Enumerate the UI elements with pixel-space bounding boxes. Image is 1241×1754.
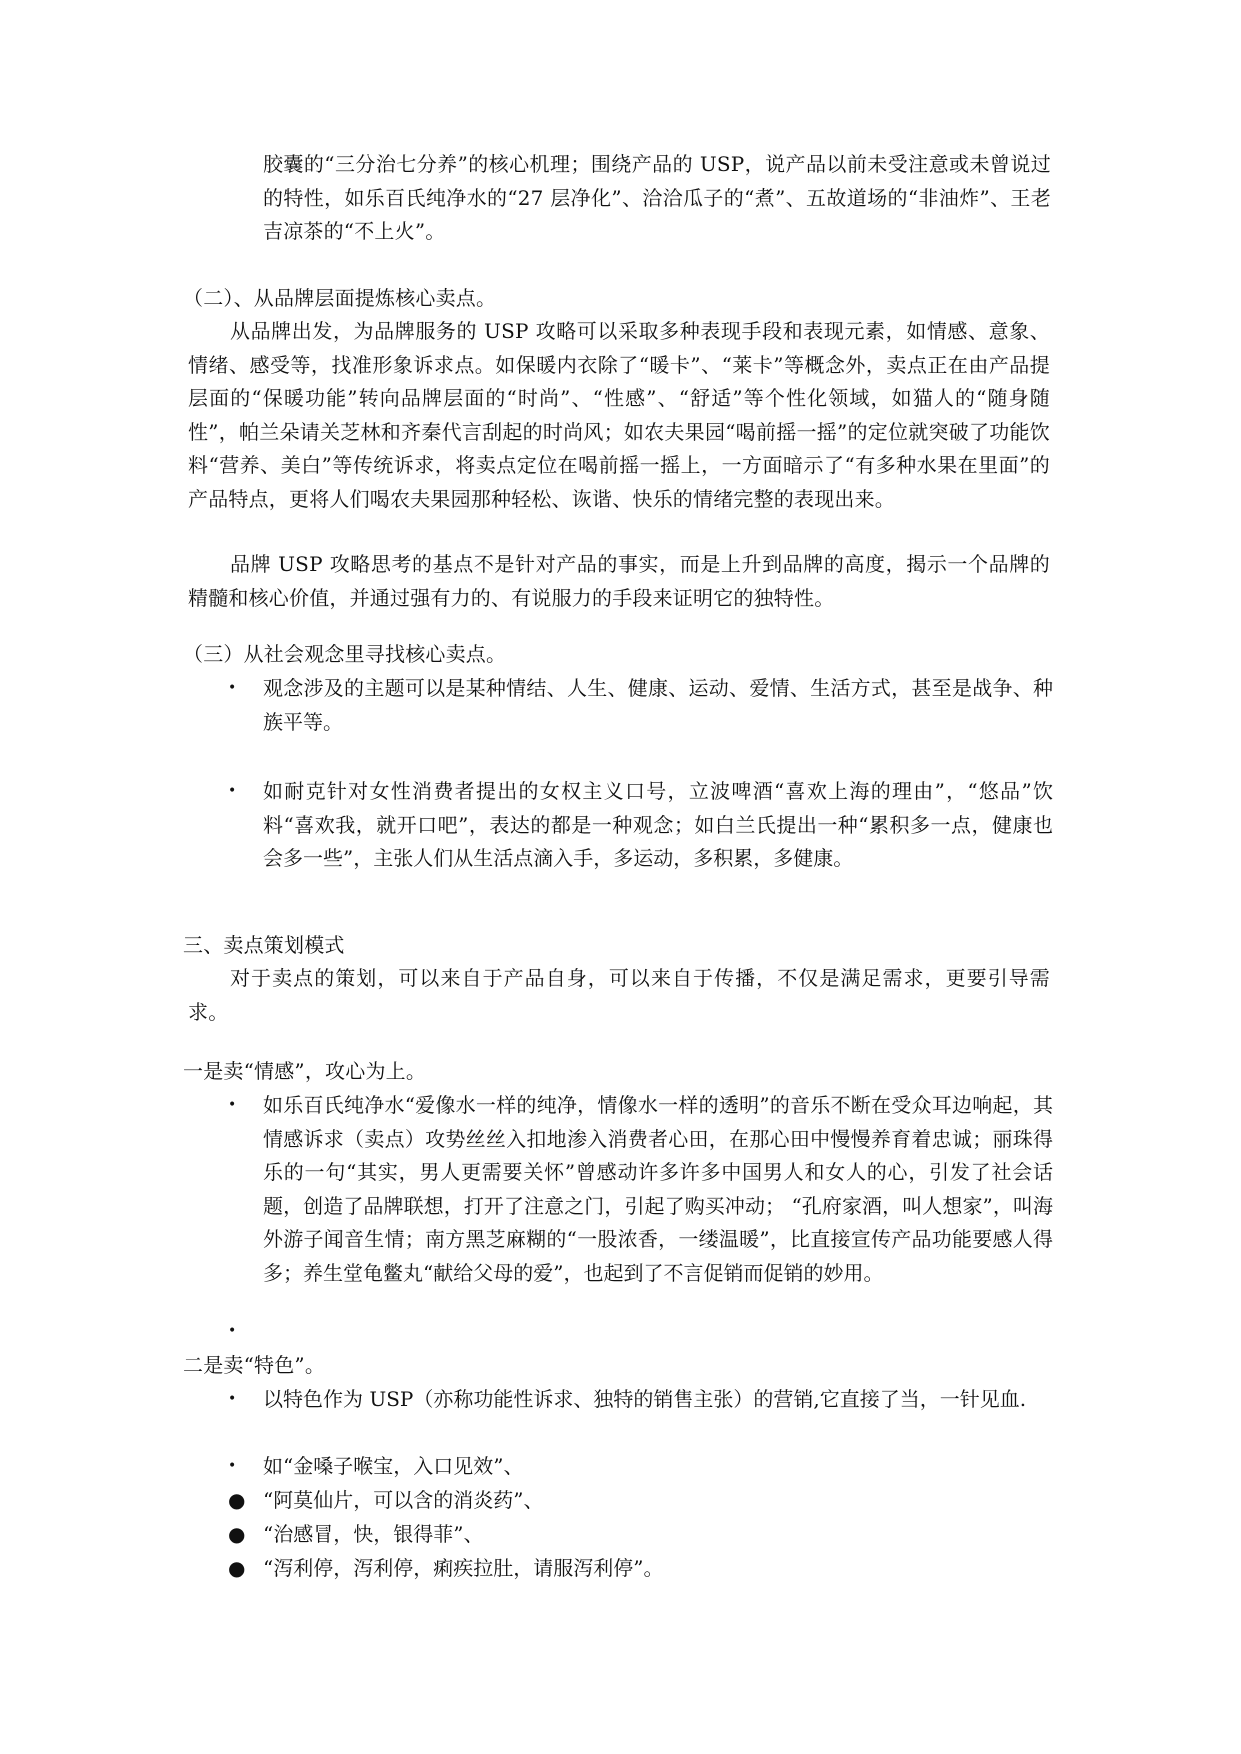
list-item-text: “治感冒，快，银得菲”、 bbox=[263, 1522, 484, 1546]
list-item-text: 如“金嗓子喉宝，入口见效”、 bbox=[263, 1454, 524, 1478]
list-item bbox=[223, 775, 1053, 876]
bullet-icon: ● bbox=[228, 1522, 246, 1546]
part-heading-mode: 三、卖点策划模式 bbox=[183, 933, 345, 957]
bullet-icon: • bbox=[228, 1097, 237, 1113]
bullet-icon: • bbox=[228, 680, 237, 696]
list-item bbox=[223, 1518, 1053, 1552]
list-item-text: 以特色作为 USP（亦称功能性诉求、独特的销售主张）的营销,它直接了当，一针见血. bbox=[263, 1387, 1027, 1411]
list-item bbox=[223, 1450, 1053, 1484]
list-item bbox=[223, 1383, 1053, 1417]
section-heading-social: （三）从社会观念里寻找核心卖点。 bbox=[183, 642, 507, 666]
mode-heading-feature: 二是卖“特色”。 bbox=[183, 1353, 326, 1377]
list-item bbox=[223, 672, 1053, 739]
mode-heading-emotion: 一是卖“情感”，攻心为上。 bbox=[183, 1059, 427, 1083]
section-heading-brand: （二）、从品牌层面提炼核心卖点。 bbox=[183, 286, 497, 310]
bullet-icon: • bbox=[228, 1458, 237, 1474]
list-item-text: 如耐克针对女性消费者提出的女权主义口号，立波啤酒“喜欢上海的理由”，“悠品”饮料“喜欢我，就开口吧”，表达的都是一种观念；如白兰氏提出一种“累积多一点，健康也会多一些”，主张人们从生活点滴入手，多运动，多积累，多健康。 bbox=[263, 779, 1053, 870]
bullet-icon: ● bbox=[228, 1556, 246, 1580]
brand-paragraph-1: 从品牌出发，为品牌服务的 USP 攻略可以采取多种表现手段和表现元素，如情感、意象、情绪、感受等，找准形象诉求点。如保暖内衣除了“暖卡”、“莱卡”等概念外，卖点正在由产品提层面的“保暖功能”转向品牌层面的“时尚”、“性感”、“舒适”等个性化领域，如猫人的“随身随性”，帕兰朵请关芝林和齐秦代言刮起的时尚风；如农夫果园“喝前摇一摇”的定位就突破了功能饮料“营养、美白”等传统诉求，将卖点定位在喝前摇一摇上，一方面暗示了“有多种水果在里面”的产品特点，更将人们喝农夫果园那种轻松、诙谐、快乐的情绪完整的表现出来。 bbox=[188, 319, 1050, 511]
brand-paragraph-2: 品牌 USP 攻略思考的基点不是针对产品的事实，而是上升到品牌的高度，揭示一个品牌的精髓和核心价值，并通过强有力的、有说服力的手段来证明它的独特性。 bbox=[188, 552, 1050, 610]
document-page: 胶囊的“三分治七分养”的核心机理；围绕产品的 USP，说产品以前未受注意或未曾说过的特性，如乐百氏纯净水的“27 层净化”、洽洽瓜子的“煮”、五故道场的“非油炸”、王老吉凉茶的“不上火”。 （二）、从品牌层面提炼核心卖点。 从品牌出发，为品牌服务的 USP 攻略可以采取多种表现手段和表现元素，如情感、意象、情绪、感受等，找准形象诉求点。如保暖内衣除了“暖卡”、“莱卡”等概念外，卖点正在由产品提层面的“保暖功能”转向品牌层面的“时尚”、“性感”、“舒适”等个性化领域，如猫人的“随身随性”，帕兰朵请关芝林和齐秦代言刮起的时尚风；如农夫果园“喝前摇一摇”的定位就突破了功能饮料“营养、美白”等传统诉求，将卖点定位在喝前摇一摇上，一方面暗示了“有多种水果在里面”的产品特点，更将人们喝农夫果园那种轻松、诙谐、快乐的情绪完整的表现出来。 品牌 USP 攻略思考的基点不是针对产品的事实，而是上升到品牌的高度，揭示一个品牌的精髓和核心价值，并通过强有力的、有说服力的手段来证明它的独特性。 （三）从社会观念里寻找核心卖点。 • 观念涉及的主题可以是某种情结、人生、健康、运动、爱情、生活方式，甚至是战争、种族平等。 • 如耐克针对女性消费者提出的女权主义口号，立波啤酒“喜欢上海的理由”，“悠品”饮料“喜欢我，就开口吧”，表达的都是一种观念；如白兰氏提出一种“累积多一点，健康也会多一些”，主张人们从生活点滴入手，多运动，多积累，多健康。 三、卖点策划模式 对于卖点的策划，可以来自于产品自身，可以来自于传播，不仅是满足需求，更要引导需求。 一是卖“情感”，攻心为上。 • 如乐百氏纯净水“爱像水一样的纯净，情像水一样的透明”的音乐不断在受众耳边响起，其情感诉求（卖点）攻势丝丝入扣地渗入消费者心田，在那心田中慢慢养育着忠诚；丽珠得乐的一句“其实，男人更需要关怀”曾感动许多许多中国男人和女人的心，引发了社会话题，创造了品牌联想，打开了注意之门，引起了购买冲动； “孔府家酒，叫人想家”，叫海外游子闻音生情；南方黑芝麻糊的“一股浓香，一缕温暖”，比直接宣传产品功能要感人得多；养生堂龟鳖丸“献给父母的爱”，也起到了不言促销而促销的妙用。 • 二是卖“特色”。 • 以特色作为 USP（亦称功能性诉求、独特的销售主张）的营销,它直接了当，一针见血. • 如“金嗓子喉宝，入口见效”、 ● “阿莫仙片，可以含的消炎药”、 ● “治感冒，快，银得菲”、 ● “泻利停，泻利停，痢疾拉肚，请服泻利停”。 bbox=[0, 0, 1241, 1754]
list-item bbox=[223, 1552, 1053, 1586]
bullet-icon: ● bbox=[228, 1488, 246, 1512]
list-item-text: 如乐百氏纯净水“爱像水一样的纯净，情像水一样的透明”的音乐不断在受众耳边响起，其情感诉求（卖点）攻势丝丝入扣地渗入消费者心田，在那心田中慢慢养育着忠诚；丽珠得乐的一句“其实，男人更需要关怀”曾感动许多许多中国男人和女人的心，引发了社会话题，创造了品牌联想，打开了注意之门，引起了购买冲动； “孔府家酒，叫人想家”，叫海外游子闻音生情；南方黑芝麻糊的“一股浓香，一缕温暖”，比直接宣传产品功能要感人得多；养生堂龟鳖丸“献给父母的爱”，也起到了不言促销而促销的妙用。 bbox=[263, 1093, 1053, 1285]
list-item-text: 观念涉及的主题可以是某种情结、人生、健康、运动、爱情、生活方式，甚至是战争、种族平等。 bbox=[263, 676, 1053, 734]
mode-intro-paragraph: 对于卖点的策划，可以来自于产品自身，可以来自于传播，不仅是满足需求，更要引导需求。 bbox=[188, 966, 1050, 1024]
bullet-icon: • bbox=[228, 1391, 237, 1407]
list-item-text: “阿莫仙片，可以含的消炎药”、 bbox=[263, 1488, 544, 1512]
continuation-paragraph: 胶囊的“三分治七分养”的核心机理；围绕产品的 USP，说产品以前未受注意或未曾说过的特性，如乐百氏纯净水的“27 层净化”、洽洽瓜子的“煮”、五故道场的“非油炸”、王老吉凉茶的“不上火”。 bbox=[263, 152, 1051, 243]
list-item bbox=[223, 1484, 1053, 1518]
bullet-icon: • bbox=[228, 783, 237, 799]
list-item-text: “泻利停，泻利停，痢疾拉肚，请服泻利停”。 bbox=[263, 1556, 664, 1580]
list-item bbox=[223, 1089, 1053, 1290]
